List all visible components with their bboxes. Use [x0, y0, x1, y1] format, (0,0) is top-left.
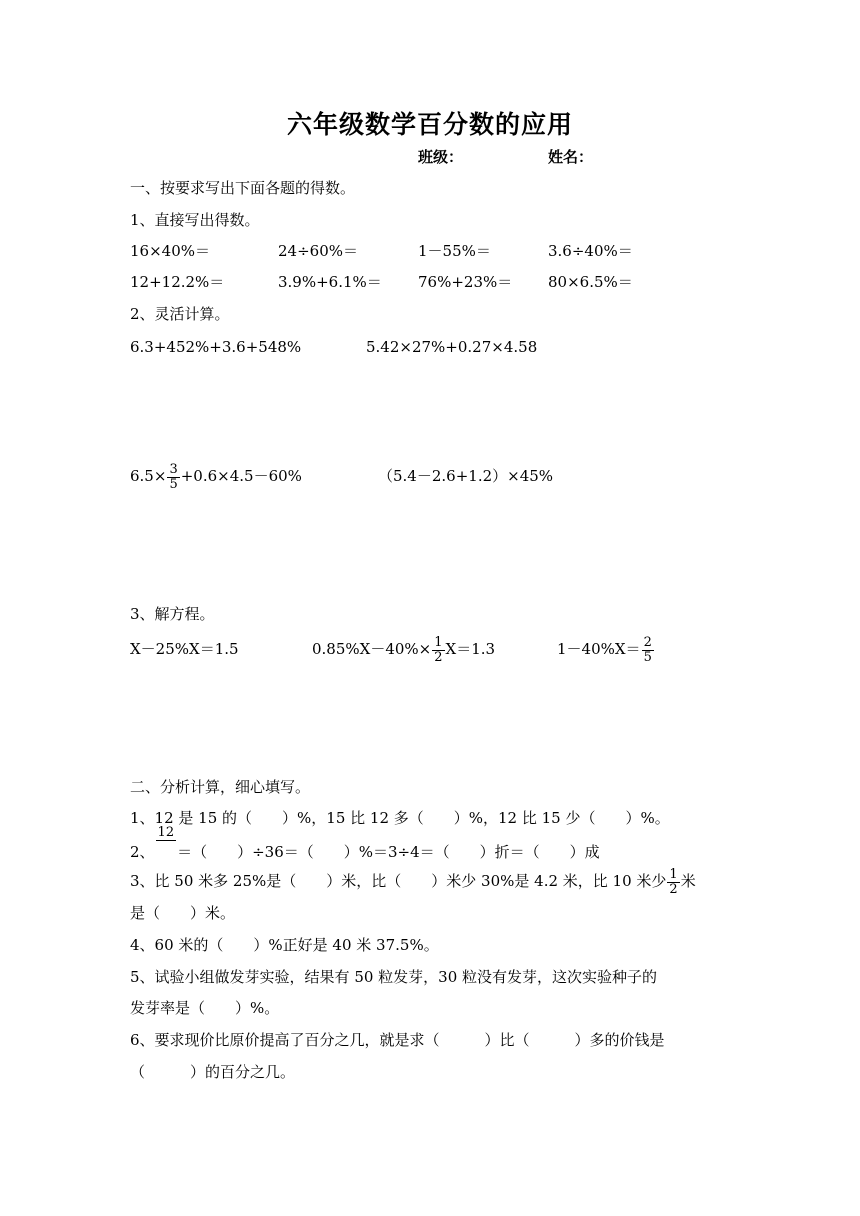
fraction: [642, 636, 654, 665]
fraction: [167, 463, 179, 492]
s2-line-4: 4、60 米的（ ）%正好是 40 米 37.5%。: [130, 936, 439, 954]
q3-label: 3、解方程。: [130, 605, 215, 623]
s2-line-5: 5、试验小组做发芽实验，结果有 50 粒发芽，30 粒没有发芽，这次实验种子的: [130, 968, 658, 986]
q1-problem: 24÷60%＝: [278, 242, 358, 260]
fraction-numerator: 1: [669, 866, 678, 882]
s2-line-6b: （ ）的百分之几。: [130, 1063, 296, 1081]
q2-expression-4: （5.4－2.6+1.2）×45%: [378, 467, 554, 485]
q2-expression-1: 6.3+452%+3.6+548%: [130, 338, 302, 356]
fraction-numerator: 12: [157, 825, 175, 840]
fraction-denominator: 2: [669, 881, 678, 897]
class-label: 班级：: [418, 148, 464, 166]
section2-heading: 二、分析计算，细心填写。: [130, 778, 311, 796]
s2-line-3: [130, 858, 696, 904]
q1-problem: 16×40%＝: [130, 242, 210, 260]
section1-heading: 一、按要求写出下面各题的得数。: [130, 179, 356, 197]
q1-problem: 80×6.5%＝: [548, 273, 633, 291]
fraction: [667, 868, 679, 897]
q1-problem: 12+12.2%＝: [130, 273, 225, 291]
q1-problem: 1－55%＝: [418, 242, 491, 260]
expr-part: ＝（ ）÷36＝（ ）%＝3÷4＝（ ）折＝（ ）成: [177, 843, 600, 861]
fraction-numerator: 1: [434, 634, 443, 650]
expr-part: 0.85%X－40%×: [312, 640, 432, 658]
s2-line-3b: 是（ ）米。: [130, 904, 236, 922]
page-title: 六年级数学百分数的应用: [287, 110, 574, 139]
q3-equation-3: [557, 626, 655, 672]
q1-problem: 3.6÷40%＝: [548, 242, 633, 260]
fraction-numerator: 3: [169, 461, 178, 477]
fraction-denominator: 5: [643, 649, 652, 665]
q2-label: 2、灵活计算。: [130, 305, 230, 323]
fraction-denominator: [156, 840, 177, 855]
q2-expression-2: 5.42×27%+0.27×4.58: [366, 338, 538, 356]
fraction-numerator: 2: [643, 634, 652, 650]
q2-expression-3: [130, 453, 302, 499]
fraction-denominator: 5: [169, 476, 178, 492]
q3-equation-2: [312, 626, 495, 672]
name-label: 姓名：: [548, 148, 594, 166]
q1-label: 1、直接写出得数。: [130, 211, 260, 229]
expr-part: 3、比 50 米多 25%是（ ）米，比（ ）米少 30%是 4.2 米，比 10 米少: [130, 872, 667, 890]
expr-part: 6.5×: [130, 467, 167, 485]
expr-part: 2、: [130, 843, 155, 861]
fraction: [432, 636, 444, 665]
fraction: [156, 826, 177, 855]
expr-part: X＝1.3: [445, 640, 496, 658]
q1-problem: 3.9%+6.1%＝: [278, 273, 382, 291]
expr-part: +0.6×4.5－60%: [180, 467, 302, 485]
expr-part: 米: [680, 872, 696, 890]
expr-part: 1－40%X＝: [557, 640, 641, 658]
s2-line-1: 1、12 是 15 的（ ）%，15 比 12 多（ ）%，12 比 15 少（ ）%。: [130, 809, 670, 827]
s2-line-5b: 发芽率是（ ）%。: [130, 999, 280, 1017]
s2-line-6: 6、要求现价比原价提高了百分之几，就是求（ ）比（ ）多的价钱是: [130, 1031, 665, 1049]
q1-problem: 76%+23%＝: [418, 273, 513, 291]
q3-equation-1: X－25%X＝1.5: [130, 640, 239, 658]
fraction-denominator: 2: [434, 649, 443, 665]
